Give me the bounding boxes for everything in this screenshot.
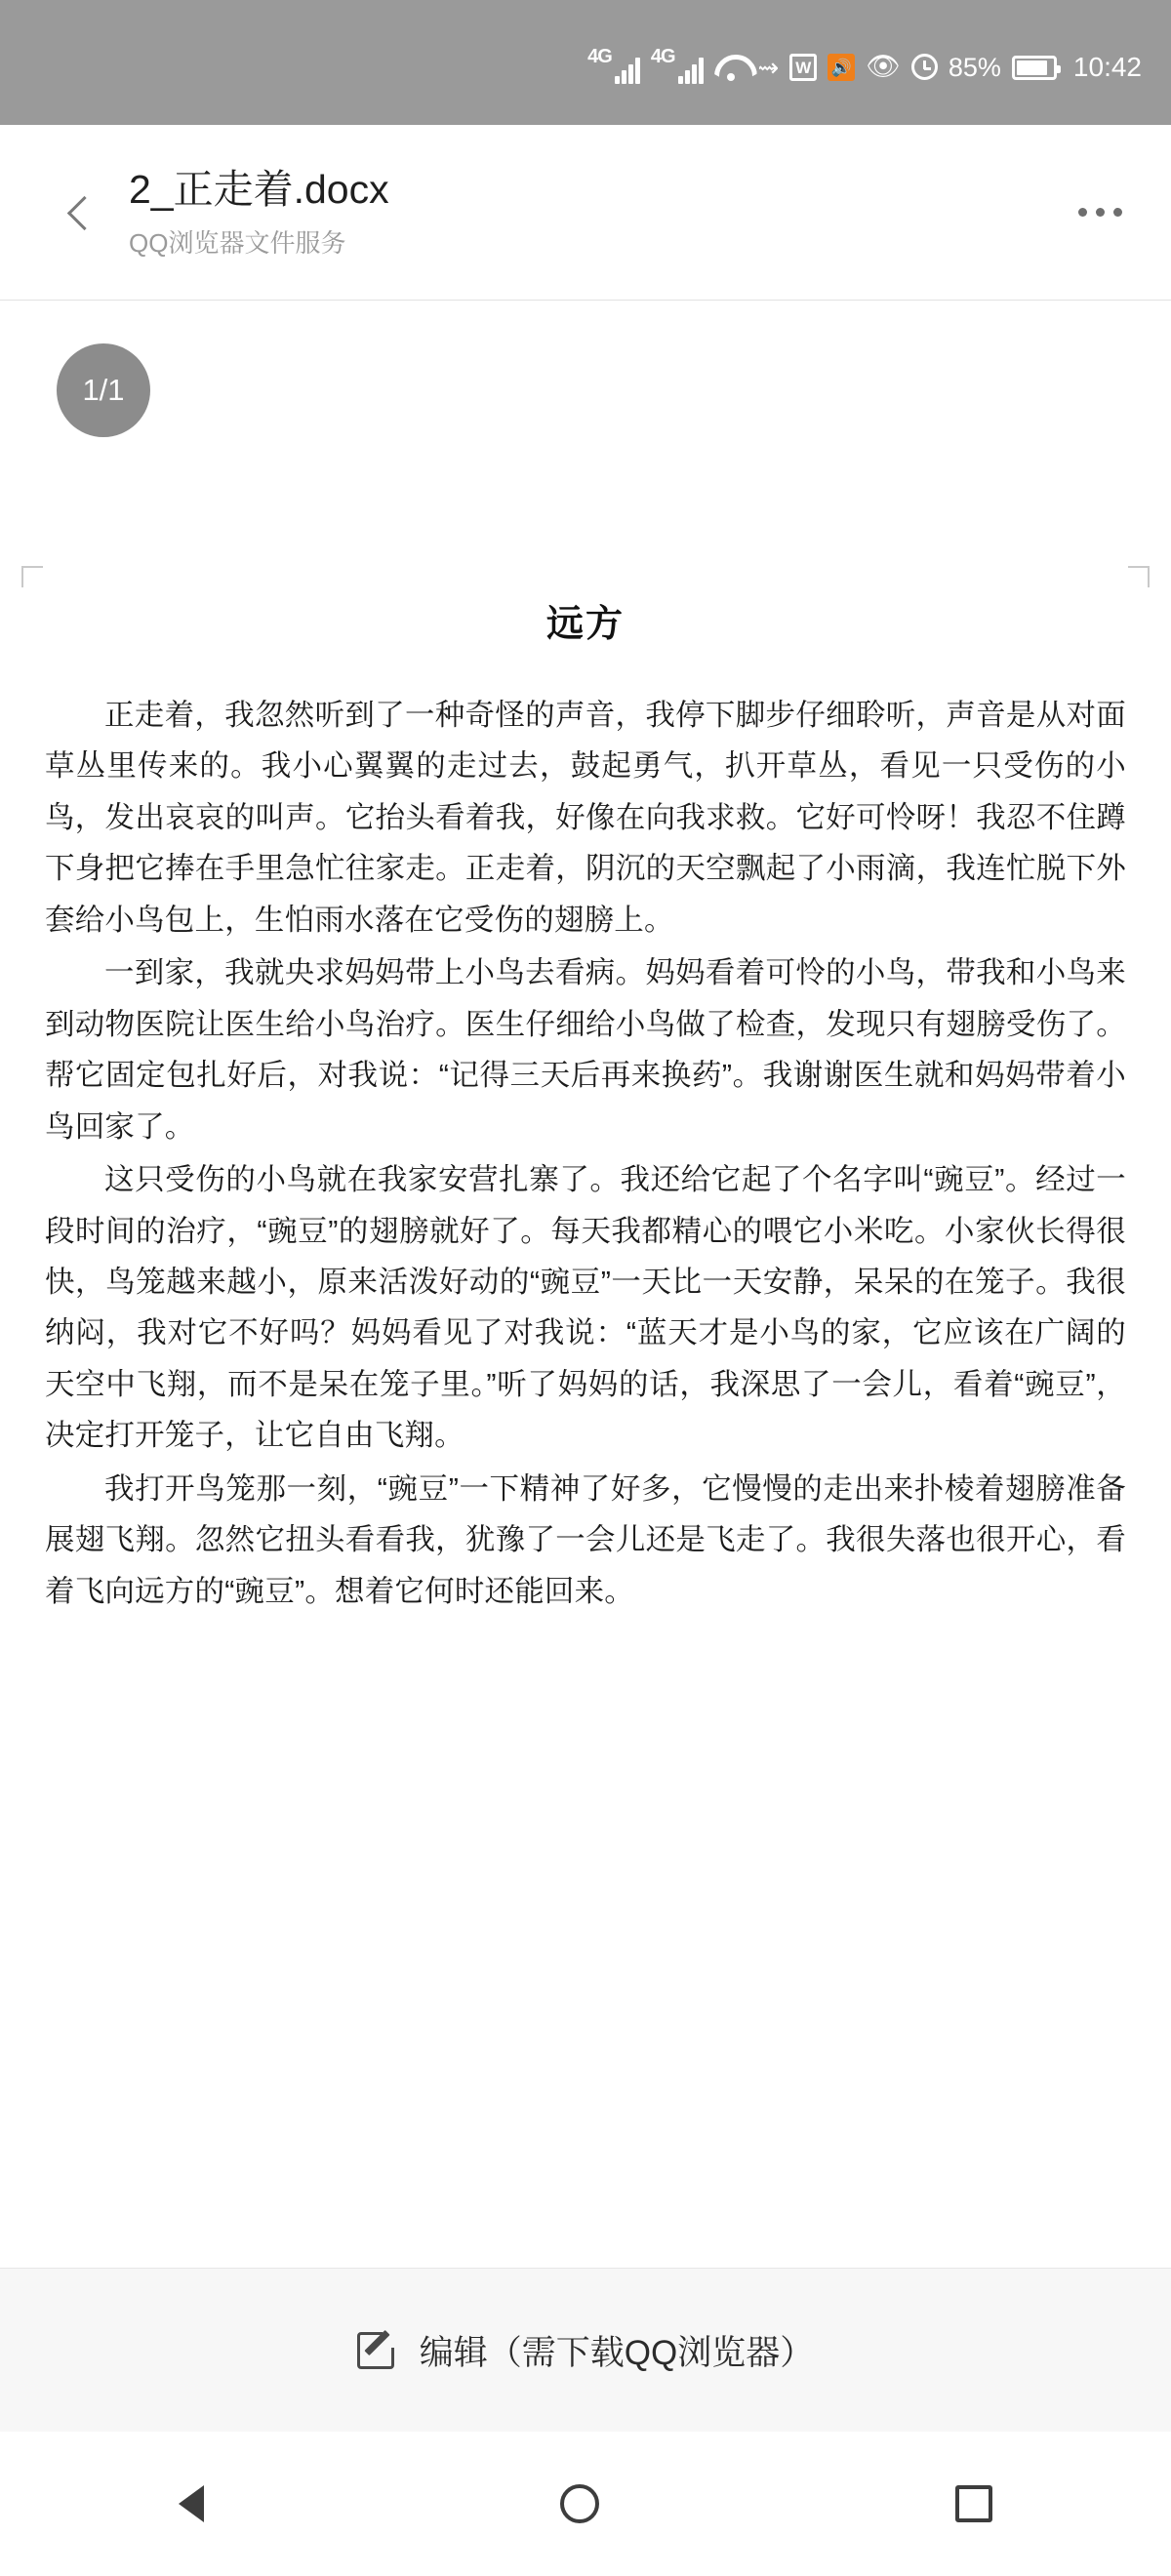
- page-indicator-badge: 1/1: [57, 343, 150, 437]
- page-corner-top-left: [21, 566, 43, 587]
- signal-icon-1: [587, 41, 640, 84]
- header-subtitle: QQ浏览器文件服务: [129, 227, 346, 258]
- document-viewer[interactable]: [0, 301, 1171, 2096]
- edit-button-label: 编辑（需下载QQ浏览器）: [419, 2333, 815, 2372]
- battery-icon: [1012, 41, 1057, 84]
- document-paragraph: 一到家，我就央求妈妈带上小鸟去看病。妈妈看着可怜的小鸟，带我和小鸟来到动物医院让医生给小鸟治疗。医生仔细给小鸟做了检查，发现只有翅膀受伤了。帮它固定包扎好后，对我说：“记得三天后再来换药”。我谢谢医生就和妈妈带着小鸟回家了。: [45, 956, 1126, 1144]
- battery-percent-label: 85%: [948, 53, 1001, 82]
- sync-arrow-icon: ⇝: [757, 53, 780, 82]
- volume-icon: 🔊: [828, 41, 855, 84]
- nav-back-triangle-icon[interactable]: [179, 2485, 204, 2522]
- alarm-clock-icon: [911, 41, 938, 84]
- more-options-icon[interactable]: [1072, 188, 1128, 236]
- app-header: [0, 125, 1171, 301]
- document-paragraph: 这只受伤的小鸟就在我家安营扎寨了。我还给它起了个名字叫“豌豆”。经过一段时间的治疗，“豌豆”的翅膀就好了。每天我都精心的喂它小米吃。小家伙长得很快，鸟笼越来越小，原来活泼好动的“豌豆”一天比一天安静，呆呆的在笼子。我很纳闷，我对它不好吗？妈妈看见了对我说：“蓝天才是小鸟的家，它应该在广阔的天空中飞翔，而不是呆在笼子里。”听了妈妈的话，我深思了一会儿，看着“豌豆”，决定打开笼子，让它自由飞翔。: [45, 1163, 1126, 1453]
- edit-button[interactable]: [357, 2326, 814, 2375]
- edit-pencil-icon: [357, 2328, 402, 2373]
- status-bar-clock: 10:42: [1072, 52, 1142, 82]
- network-type-label-1: 4G: [587, 46, 612, 67]
- wps-letter: W: [789, 54, 817, 81]
- nav-recents-square-icon[interactable]: [955, 2485, 992, 2522]
- signal-bars-2: [678, 55, 704, 84]
- document-paragraph: 正走着，我忽然听到了一种奇怪的声音，我停下脚步仔细聆听，声音是从对面草丛里传来的。我小心翼翼的走过去，鼓起勇气，扒开草丛，看见一只受伤的小鸟，发出哀哀的叫声。它抬头看着我，好像在向我求救。它好可怜呀！我忍不住蹲下身把它捧在手里急忙往家走。正走着，阴沉的天空飘起了小雨滴，我连忙脱下外套给小鸟包上，生怕雨水落在它受伤的翅膀上。: [45, 699, 1126, 937]
- network-type-label-2: 4G: [650, 46, 675, 67]
- eye-care-icon: 👁: [866, 51, 901, 81]
- wps-app-icon: [789, 41, 817, 84]
- page-corner-top-right: [1128, 566, 1150, 587]
- document-heading: 远方: [545, 604, 625, 645]
- document-paragraph: 我打开鸟笼那一刻，“豌豆”一下精神了好多，它慢慢的走出来扑棱着翅膀准备展翅飞翔。忽然它扭头看看我，犹豫了一会儿还是飞走了。我很失落也很开心，看着飞向远方的“豌豆”。想着它何时还能回来。: [45, 1471, 1126, 1608]
- nav-home-circle-icon[interactable]: [560, 2484, 599, 2523]
- status-bar-icons: [587, 41, 1142, 84]
- status-bar: [0, 0, 1171, 125]
- signal-bars-1: [615, 55, 640, 84]
- edit-action-bar[interactable]: [0, 2268, 1171, 2432]
- system-nav-bar: [0, 2432, 1171, 2576]
- back-chevron-icon[interactable]: [59, 193, 103, 238]
- page-title: 2_正走着.docx: [129, 167, 389, 213]
- wifi-icon: [714, 41, 747, 84]
- document-page: [0, 301, 1171, 1617]
- signal-icon-2: [651, 41, 704, 84]
- header-title-group: [129, 165, 1072, 259]
